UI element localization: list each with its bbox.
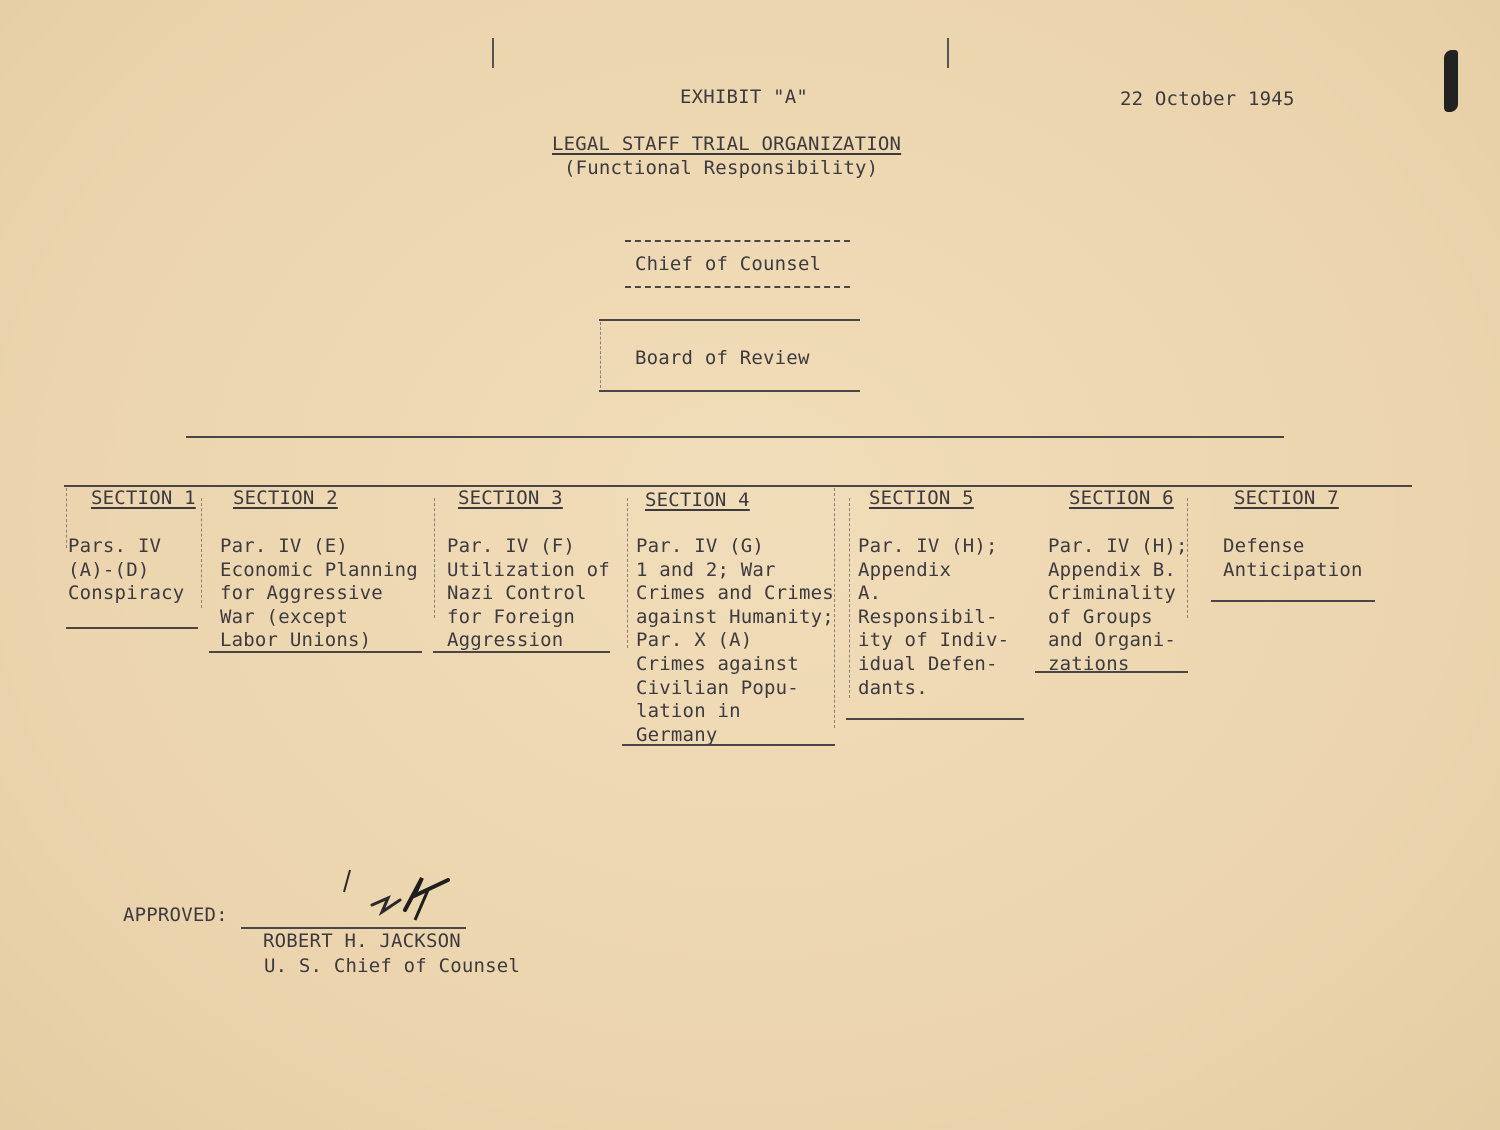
- section-4-line: lation in: [636, 700, 741, 723]
- section-2-title: SECTION 2: [233, 487, 338, 509]
- section-7-title: SECTION 7: [1234, 487, 1339, 509]
- board-box-bottom-border: [599, 390, 860, 392]
- document-title: LEGAL STAFF TRIAL ORGANIZATION: [552, 133, 902, 155]
- board-box-top-border: [599, 319, 860, 321]
- section-7-line: Anticipation: [1223, 558, 1363, 581]
- section-4-line: Civilian Popu-: [636, 676, 799, 699]
- margin-mark: [492, 38, 494, 68]
- section-1-title: SECTION 1: [91, 487, 196, 509]
- section-1-line: Pars. IV: [68, 535, 162, 557]
- document-subtitle: (Functional Responsibility): [564, 157, 879, 179]
- section-6-line: and Organi-: [1048, 629, 1177, 652]
- section-4-line: Par. X (A): [636, 629, 753, 652]
- chief-of-counsel-box: Chief of Counsel: [635, 253, 822, 275]
- section-3-line: for Foreign: [447, 605, 576, 628]
- board-of-review-box: Board of Review: [635, 347, 810, 369]
- signatory-name: ROBERT H. JACKSON: [263, 930, 461, 952]
- section-3-line: Utilization of: [447, 558, 610, 581]
- section-6-title: SECTION 6: [1069, 487, 1174, 509]
- section-5-line: Appendix: [858, 558, 952, 581]
- section-5-line: dants.: [858, 676, 928, 699]
- section-1-line: (A)-(D): [68, 558, 150, 581]
- section-5-underline: [846, 718, 1024, 720]
- column-separator: [434, 498, 435, 618]
- column-separator: [834, 488, 835, 728]
- section-6-line: of Groups: [1048, 605, 1153, 628]
- section-6-line: zations: [1048, 653, 1130, 675]
- section-3-line: Aggression: [447, 629, 564, 652]
- section-4-line: 1 and 2; War: [636, 558, 776, 581]
- section-2-line: Par. IV (E): [220, 535, 349, 557]
- section-2-line: Economic Planning: [220, 558, 418, 581]
- ink-mark: [1444, 50, 1458, 112]
- section-7-line: Defense: [1223, 535, 1305, 557]
- section-1-line: Conspiracy: [68, 582, 185, 605]
- section-6-line: Appendix B.: [1048, 558, 1177, 581]
- section-5-line: Responsibil-: [858, 605, 998, 628]
- section-2-line: for Aggressive: [220, 582, 383, 605]
- signatory-position: U. S. Chief of Counsel: [264, 955, 521, 977]
- column-separator: [627, 498, 628, 648]
- chief-box-top-border: [625, 240, 850, 242]
- board-box-left-border: [600, 322, 601, 388]
- approved-label: APPROVED:: [123, 904, 228, 926]
- section-6-underline: [1035, 671, 1188, 673]
- section-4-line: against Humanity;: [636, 605, 834, 628]
- section-5-line: ity of Indiv-: [858, 629, 1010, 652]
- section-4-line: Germany: [636, 723, 718, 746]
- section-7-underline: [1211, 600, 1375, 602]
- section-4-underline: [622, 744, 835, 746]
- section-6-line: Criminality: [1048, 582, 1177, 605]
- column-separator: [201, 498, 202, 608]
- section-6-line: Par. IV (H);: [1048, 535, 1188, 557]
- section-5-line: A.: [858, 582, 882, 605]
- exhibit-label: EXHIBIT "A": [680, 86, 809, 108]
- margin-mark: [947, 38, 949, 68]
- org-divider-line: [186, 436, 1284, 438]
- section-3-underline: [433, 651, 610, 653]
- section-2-line: Labor Unions): [220, 629, 372, 652]
- section-4-line: Crimes against: [636, 653, 799, 675]
- section-2-line: War (except: [220, 605, 349, 628]
- section-4-title: SECTION 4: [645, 489, 750, 511]
- section-3-line: Par. IV (F): [447, 535, 576, 557]
- document-date: 22 October 1945: [1120, 88, 1295, 110]
- section-5-line: idual Defen-: [858, 653, 998, 675]
- section-4-line: Crimes and Crimes: [636, 582, 834, 605]
- section-1-underline: [66, 627, 198, 629]
- section-5-title: SECTION 5: [869, 487, 974, 509]
- section-3-title: SECTION 3: [458, 487, 563, 509]
- column-separator: [849, 498, 850, 698]
- section-3-line: Nazi Control: [447, 582, 587, 605]
- section-4-line: Par. IV (G): [636, 535, 765, 557]
- section-2-underline: [209, 651, 422, 653]
- handwritten-signature: [310, 850, 460, 940]
- column-separator: [66, 488, 67, 548]
- chief-box-bottom-border: [625, 286, 850, 288]
- section-5-line: Par. IV (H);: [858, 535, 998, 557]
